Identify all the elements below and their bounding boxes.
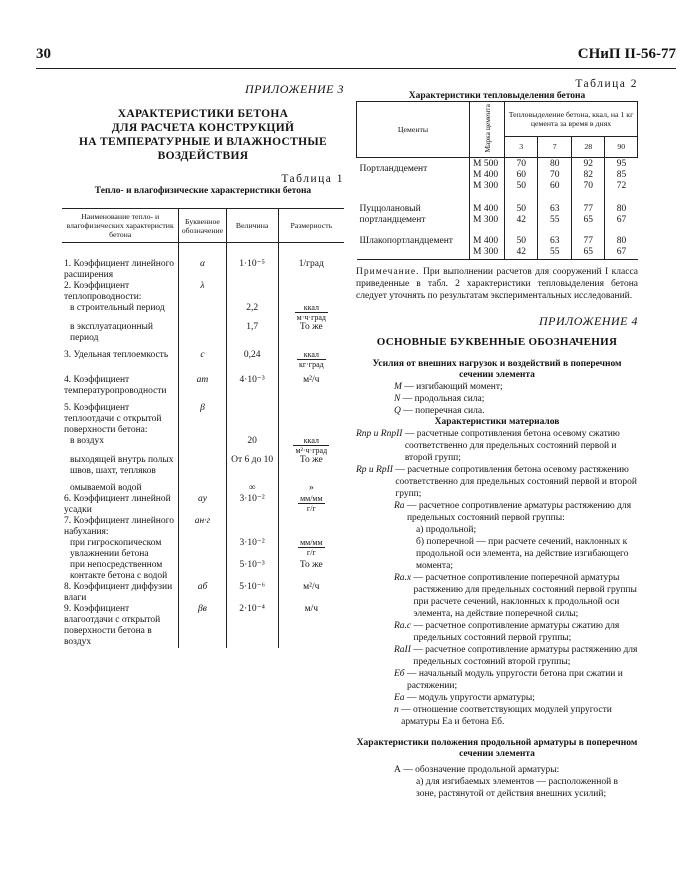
table2-day: 90 [605, 136, 638, 157]
document-title: СНиП II-56-77 [577, 46, 676, 62]
section-materials-heading: Характеристики материалов [434, 416, 560, 427]
table2-day: 7 [538, 136, 571, 157]
left-column [62, 78, 344, 648]
list-item: а) продольной; [416, 524, 477, 535]
page-number: 30 [36, 46, 51, 62]
table2-caption: Характеристики тепловыделения бетона [408, 91, 586, 101]
list-item: Rпр и RпрII — расчетные сопротивления бетона осевому сжатию соответственно для предельных состояний первой и второй групп; [356, 428, 620, 463]
section-forces-heading: Усилия от внешних нагрузок и воздействий в поперечном сечении элемента [372, 358, 622, 380]
list-item: Rp и RpII — расчетные сопротивления бетона осевому растяжению соответственно для предельных состояний первой и второй групп; [356, 464, 637, 499]
reinforcement-list [356, 764, 638, 800]
table2-day: 28 [571, 136, 604, 157]
table-row: в эксплуатационный период 1,7 То же [62, 322, 344, 344]
right-column [356, 78, 638, 800]
table1-header: Величина [226, 209, 278, 243]
header-rule [36, 68, 676, 69]
list-item: Q — поперечная сила. [394, 405, 485, 416]
forces-list [356, 381, 638, 417]
table2-number: Таблица 2 [575, 78, 638, 90]
list-item: N — продольная сила; [394, 393, 485, 404]
table-row: Шлакопортландцемент М 400 М 300 50 42 63 55 77 65 80 67 [357, 235, 638, 260]
table-row: 9. Коэффициент влагоотдачи с открытой поверхности бетона в воздух βв 2·10⁻⁴ м/ч [62, 604, 344, 648]
table2-day: 3 [505, 136, 538, 157]
list-item: n — отношение соответствующих модулей упругости арматуры Ea и бетона Eб. [394, 704, 612, 727]
table-row: при гигроскопическом увлажнении бетона 3·10⁻² $\frac{мм/мм}{г/г}$ [62, 538, 344, 560]
table-row: в воздух 20 $\frac{\text{ккал}}{\text{м²·ч·град}}$ [62, 436, 344, 455]
list-item: A — обозначение продольной арматуры: [394, 764, 560, 775]
list-item: а) для изгибаемых элементов — расположенной в зоне, растянутой от действия внешних усилий; [416, 776, 619, 799]
table-row: 6. Коэффициент линейной усадки aу 3·10⁻² $\frac{мм/мм}{г/г}$ [62, 494, 344, 516]
table-row: Пуццолановый портландцемент М 400 М 300 50 42 63 55 77 65 80 67 [357, 203, 638, 227]
list-item: Ra.c — расчетное сопротивление арматуры сжатию для предельных состояний первой группы; [394, 620, 620, 643]
table-row: 2. Коэффициент теплопроводности: λ [62, 281, 344, 303]
table1-header: Размерность [278, 209, 344, 243]
table-row: 8. Коэффициент диффузии влаги aб 5·10⁻⁶ м²/ч [62, 582, 344, 604]
table-row: Портландцемент М 500 М 400 М 300 70 60 50 80 70 60 92 82 70 95 85 72 [357, 157, 638, 193]
table1-header: Буквенное обозначение [179, 209, 226, 243]
list-item: б) поперечной — при расчете сечений, наклонных к продольной оси элемента, на действие изгибающего момента; [416, 536, 629, 571]
table2-header: Цементы [357, 102, 470, 158]
table-row: 7. Коэффициент линейного набухания: aн·г [62, 516, 344, 538]
table-row: при непосредственном контакте бетона с водой 5·10⁻³ То же [62, 560, 344, 582]
list-item: Eб — начальный модуль упругости бетона при сжатии и растяжении; [394, 668, 623, 691]
table-row: 1. Коэффициент линейного расширения α 1·10⁻⁵ 1/град [62, 259, 344, 281]
appendix4-title: ОСНОВНЫЕ БУКВЕННЫЕ ОБОЗНАЧЕНИЯ [376, 335, 618, 348]
table-row: выходящей внутрь полых швов, шахт, тепляков От 6 до 10 То же [62, 455, 344, 477]
table2-note: Примечание. При выполнении расчетов для сооружений I класса приведенные в табл. 2 характеристики тепловыделения бетона следует уточнять по результатам экспериментальных исследований. [356, 266, 639, 301]
materials-list [356, 428, 638, 728]
table1-header: Наименование тепло- и влагофизических характеристик бетона [62, 209, 179, 243]
list-item: Ra.x — расчетное сопротивление поперечной арматуры растяжению для предельных состояний первой группы при расчете сечений, наклонных к продольной оси элемента, на действие поперечной силы; [394, 572, 637, 619]
appendix3-label: ПРИЛОЖЕНИЕ 3 [245, 82, 344, 96]
table1-number: Таблица 1 [281, 173, 344, 185]
appendix4-label: ПРИЛОЖЕНИЕ 4 [539, 313, 638, 328]
table-row: 4. Коэффициент температуропроводности aт 4·10⁻³ м²/ч [62, 375, 344, 397]
list-item: M — изгибающий момент; [394, 381, 503, 392]
table1-caption: Тепло- и влагофизические характеристики бетона [94, 186, 312, 196]
table-row: 5. Коэффициент теплоотдачи с открытой поверхности бетона: β [62, 403, 344, 436]
table2-header: Тепловыделение бетона, ккал, на 1 кг цемента за время в днях [505, 102, 638, 137]
list-item: Ea — модуль упругости арматуры; [394, 692, 535, 703]
table-row: 3. Удельная теплоемкость c 0,24 $\frac{\text{ккал}}{\text{кг·град}}$ [62, 350, 344, 369]
list-item: RaII — расчетное сопротивление арматуры растяжению для предельных состояний второй группы; [394, 644, 638, 667]
table2-header: Марка цемента [482, 104, 492, 153]
table-row: омываемой водой ∞ » [62, 483, 344, 494]
list-item: Ra — расчетное сопротивление арматуры растяжению для предельных состояний первой группы: [394, 500, 632, 523]
section-reinforcement-heading: Характеристики положения продольной арматуры в поперечном сечении элемента [356, 737, 638, 759]
table2 [356, 101, 638, 260]
table-row: в строительный период 2,2 $\frac{\text{ккал}}{\text{м·ч·град}}$ [62, 303, 344, 322]
appendix3-title: ХАРАКТЕРИСТИКИ БЕТОНА ДЛЯ РАСЧЕТА КОНСТРУКЦИЙ НА ТЕМПЕРАТУРНЫЕ И ВЛАЖНОСТНЫЕ ВОЗДЕЙСТВИЯ [79, 108, 327, 162]
table1 [62, 208, 344, 648]
